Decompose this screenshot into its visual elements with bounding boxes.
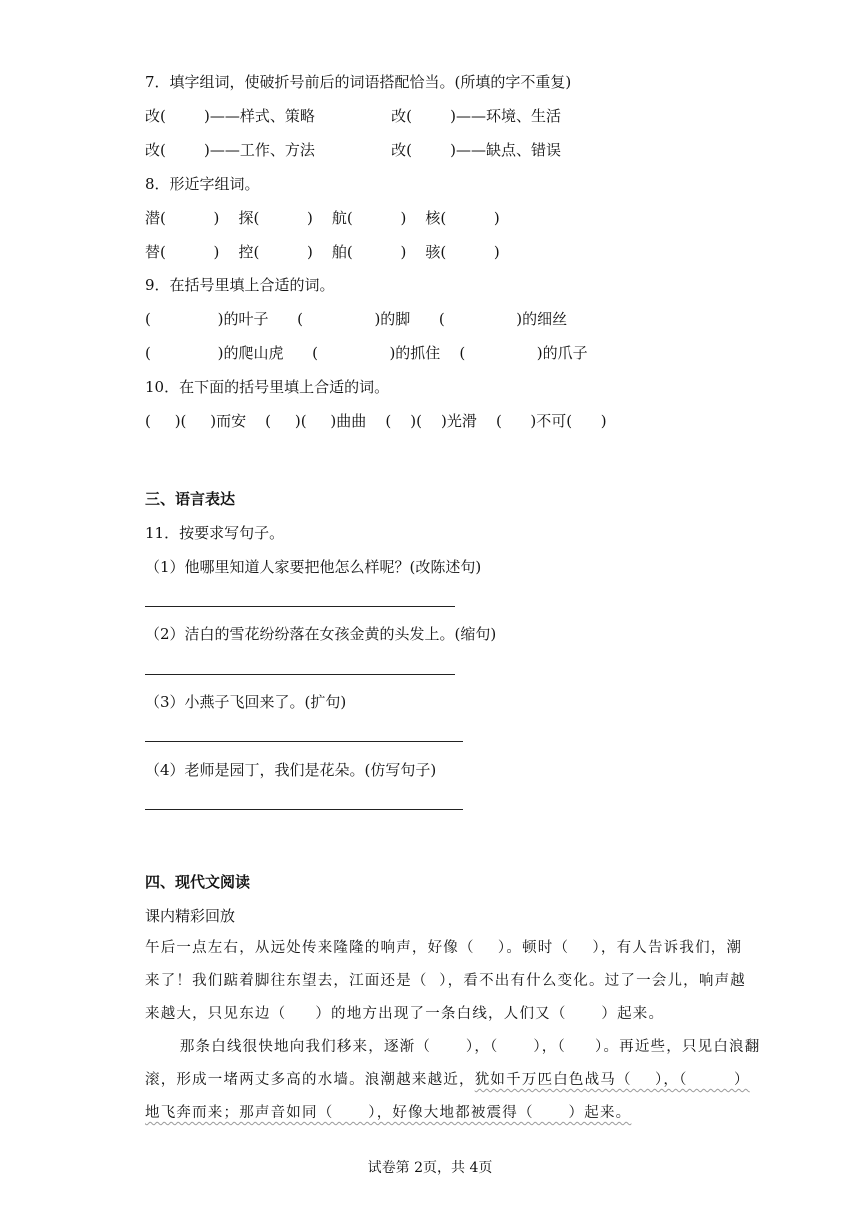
q9-row-2: ( )的爬山虎 ( )的抓住 ( )的爪子 xyxy=(145,344,588,362)
q11-item-1: （1）他哪里知道人家要把他怎么样呢？(改陈述句) xyxy=(145,558,482,576)
section-3-heading: 三、语言表达 xyxy=(145,490,236,508)
passage-line-6 xyxy=(145,1097,720,1130)
q11-item-4: （4）老师是园丁，我们是花朵。(仿写句子) xyxy=(145,761,437,779)
q9-row-1: ( )的叶子 ( )的脚 ( )的细丝 xyxy=(145,310,568,328)
passage-subtitle: 课内精彩回放 xyxy=(145,907,236,925)
passage-line-1: 午后一点左右，从远处传来隆隆的响声，好像（ ）。顿时（ ），有人告诉我们，潮 xyxy=(145,940,743,956)
passage-line-2: 来了！我们踮着脚往东望去，江面还是（ ），看不出有什么变化。过了一会儿，响声越 xyxy=(145,973,746,989)
passage-line-4: 那条白线很快地向我们移来，逐渐（ ），（ ），（ ）。再近些，只见白浪翻 xyxy=(145,1039,761,1055)
q7-title: 7．填字组词，使破折号前后的词语搭配恰当。(所填的字不重复) xyxy=(145,73,572,91)
passage-line-5-underlined: 犹如千万匹白色战马（ ），（ ） xyxy=(474,1072,750,1088)
q11-item-3: （3）小燕子飞回来了。(扩句) xyxy=(145,693,347,711)
page-footer: 试卷第 2页，共 4页 xyxy=(367,1160,493,1176)
passage-line-3: 来越大，只见东边（ ）的地方出现了一条白线，人们又（ ）起来。 xyxy=(145,1006,665,1022)
q7-row-1: 改( )——样式、策略 改( )——环境、生活 xyxy=(145,107,561,125)
q11-item-2: （2）洁白的雪花纷纷落在女孩金黄的头发上。(缩句) xyxy=(145,625,497,643)
q9-title: 9．在括号里填上合适的词。 xyxy=(145,276,335,294)
q8-title: 8．形近字组词。 xyxy=(145,175,260,193)
passage-line-5 xyxy=(145,1064,750,1097)
answer-line-4[interactable] xyxy=(145,809,463,810)
answer-line-1[interactable] xyxy=(145,606,455,607)
passage-line-5-plain: 滚，形成一堵两丈多高的水墙。浪潮越来越近， xyxy=(145,1072,475,1088)
reading-passage xyxy=(145,932,761,1130)
answer-line-2[interactable] xyxy=(145,674,455,675)
answer-line-3[interactable] xyxy=(145,741,463,742)
q8-row-1: 潜( ) 探( ) 航( ) 核( ) xyxy=(145,209,500,227)
section-4-heading: 四、现代文阅读 xyxy=(145,873,251,891)
passage-line-6-underlined: 地飞奔而来；那声音如同（ ），好像大地都被震得（ ）起来。 xyxy=(145,1105,632,1121)
q11-title: 11．按要求写句子。 xyxy=(145,524,285,542)
q10-row-1: ( )( )而安 ( )( )曲曲 ( )( )光滑 ( )不可( ) xyxy=(145,412,607,430)
q7-row-2: 改( )——工作、方法 改( )——缺点、错误 xyxy=(145,141,561,159)
q10-title: 10．在下面的括号里填上合适的词。 xyxy=(145,378,390,396)
q8-row-2: 替( ) 控( ) 舶( ) 骇( ) xyxy=(145,243,500,261)
